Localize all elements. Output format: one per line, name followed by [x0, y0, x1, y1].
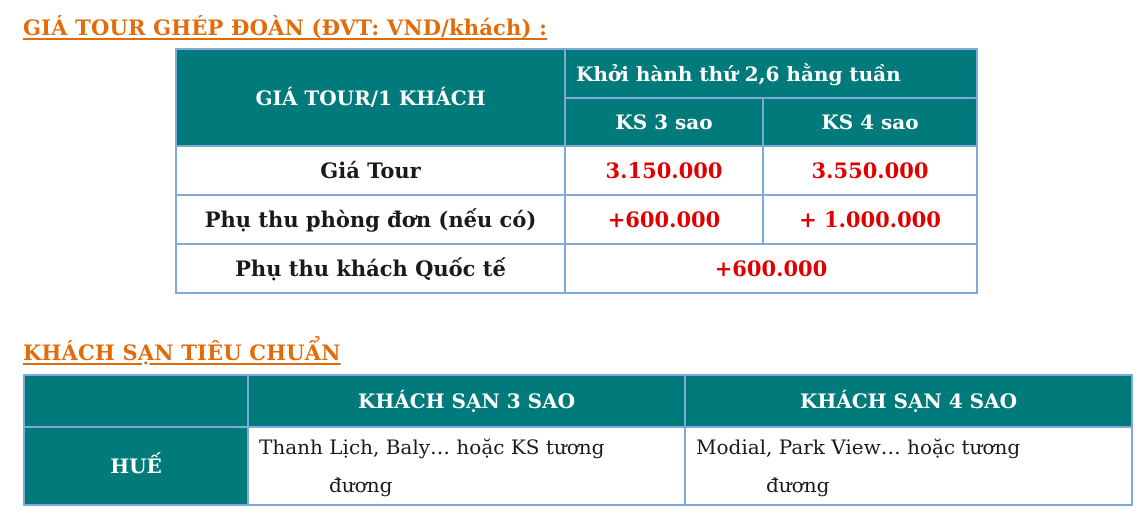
hotel-3-star-line1: Thanh Lịch, Baly… hoặc KS tương [259, 435, 605, 459]
price-3-star: +600.000 [565, 195, 763, 244]
hotel-3-star-cell [248, 427, 685, 505]
col-header-4-star: KS 4 sao [763, 98, 977, 146]
row-label: Phụ thu khách Quốc tế [176, 244, 565, 293]
hotel-3-star-line2: đương [329, 473, 393, 497]
price-table-header-label: GIÁ TOUR/1 KHÁCH [176, 49, 565, 146]
hotel-table [23, 374, 1133, 506]
hotel-4-star-line2: đương [766, 473, 830, 497]
table-row [176, 244, 977, 293]
price-3-star: 3.150.000 [565, 146, 763, 195]
hotel-4-star-line1: Modial, Park View… hoặc tương [696, 435, 1021, 459]
table-row [176, 146, 977, 195]
row-label: Phụ thu phòng đơn (nếu có) [176, 195, 565, 244]
price-table [175, 48, 978, 294]
price-4-star: + 1.000.000 [763, 195, 977, 244]
price-all: +600.000 [565, 244, 977, 293]
price-4-star: 3.550.000 [763, 146, 977, 195]
col-header-hotel-3-star: KHÁCH SẠN 3 SAO [248, 375, 685, 427]
table-row [24, 427, 1132, 505]
hotel-4-star-cell [685, 427, 1132, 505]
col-header-3-star: KS 3 sao [565, 98, 763, 146]
section-title-tour-price: GIÁ TOUR GHÉP ĐOÀN (ĐVT: VND/khách) : [23, 15, 548, 40]
col-header-hotel-4-star: KHÁCH SẠN 4 SAO [685, 375, 1132, 427]
empty-header-cell [24, 375, 248, 427]
city-label: HUẾ [24, 427, 248, 505]
departure-header: Khởi hành thứ 2,6 hằng tuần [565, 49, 977, 98]
table-row [176, 195, 977, 244]
row-label: Giá Tour [176, 146, 565, 195]
section-title-hotels: KHÁCH SẠN TIÊU CHUẨN [23, 340, 341, 365]
